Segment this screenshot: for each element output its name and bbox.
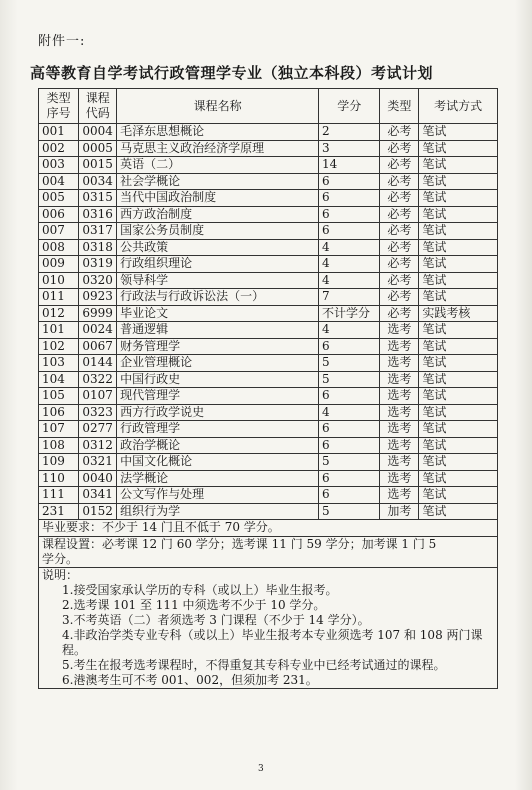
cell-method: 笔试: [419, 206, 498, 223]
header-method: 考试方式: [419, 89, 498, 124]
cell-method: 笔试: [419, 157, 498, 174]
cell-name: 国家公务员制度: [117, 223, 319, 240]
table-row: [39, 404, 498, 421]
cell-method: 笔试: [419, 503, 498, 520]
table-row: [39, 289, 498, 306]
cell-code: 6999: [79, 305, 117, 322]
header-code-line1: 课程: [85, 91, 110, 105]
cell-code: 0322: [79, 371, 117, 388]
cell-seq: 012: [39, 305, 79, 322]
cell-method: 笔试: [419, 190, 498, 207]
cell-code: 0277: [79, 421, 117, 438]
course-setup-line2: 学分。: [42, 551, 79, 566]
cell-credit: 6: [319, 173, 380, 190]
cell-name: 行政组织理论: [117, 256, 319, 273]
cell-method: 笔试: [419, 322, 498, 339]
cell-method: 笔试: [419, 388, 498, 405]
cell-type: 选考: [380, 421, 419, 438]
cell-code: 0315: [79, 190, 117, 207]
header-code: [79, 89, 117, 124]
cell-seq: 231: [39, 503, 79, 520]
course-setup-line1: 课程设置：必考课 12 门 60 学分；选考课 11 门 59 学分；加考课 1 门 5: [42, 536, 437, 551]
cell-seq: 007: [39, 223, 79, 240]
cell-seq: 110: [39, 470, 79, 487]
table-row: [39, 421, 498, 438]
cell-credit: 4: [319, 272, 380, 289]
cell-name: 现代管理学: [117, 388, 319, 405]
note-item: 2.选考课 101 至 111 中须选考不少于 10 学分。: [62, 597, 326, 612]
cell-name: 政治学概论: [117, 437, 319, 454]
cell-name: 行政法与行政诉讼法（一）: [117, 289, 319, 306]
cell-method: 笔试: [419, 404, 498, 421]
exam-plan-table: [38, 88, 498, 689]
graduation-row: [39, 520, 498, 537]
cell-seq: 104: [39, 371, 79, 388]
cell-credit: 6: [319, 190, 380, 207]
header-seq-line2: 序号: [46, 106, 71, 120]
cell-code: 0316: [79, 206, 117, 223]
notes-row: [39, 567, 498, 688]
cell-method: 笔试: [419, 140, 498, 157]
cell-credit: 6: [319, 223, 380, 240]
table-row: [39, 206, 498, 223]
cell-credit: 14: [319, 157, 380, 174]
cell-seq: 108: [39, 437, 79, 454]
cell-name: 企业管理概论: [117, 355, 319, 372]
cell-credit: 6: [319, 421, 380, 438]
cell-type: 选考: [380, 371, 419, 388]
cell-credit: 3: [319, 140, 380, 157]
cell-code: 0040: [79, 470, 117, 487]
cell-seq: 106: [39, 404, 79, 421]
cell-type: 加考: [380, 503, 419, 520]
table-row: [39, 437, 498, 454]
table-row: [39, 239, 498, 256]
cell-method: 笔试: [419, 355, 498, 372]
cell-type: 选考: [380, 338, 419, 355]
cell-seq: 101: [39, 322, 79, 339]
cell-credit: 6: [319, 470, 380, 487]
table-row: [39, 272, 498, 289]
table-row: [39, 305, 498, 322]
cell-code: 0318: [79, 239, 117, 256]
cell-seq: 004: [39, 173, 79, 190]
cell-name: 当代中国政治制度: [117, 190, 319, 207]
table-row: [39, 355, 498, 372]
cell-name: 行政管理学: [117, 421, 319, 438]
cell-seq: 005: [39, 190, 79, 207]
cell-credit: 6: [319, 206, 380, 223]
cell-code: 0923: [79, 289, 117, 306]
cell-seq: 109: [39, 454, 79, 471]
table-row: [39, 371, 498, 388]
cell-code: 0320: [79, 272, 117, 289]
cell-code: 0144: [79, 355, 117, 372]
cell-type: 选考: [380, 487, 419, 504]
table-row: [39, 503, 498, 520]
cell-type: 必考: [380, 239, 419, 256]
cell-code: 0034: [79, 173, 117, 190]
table-row: [39, 190, 498, 207]
cell-code: 0323: [79, 404, 117, 421]
cell-credit: 5: [319, 454, 380, 471]
graduation-requirement: 毕业要求：不少于 14 门且不低于 70 学分。: [39, 520, 498, 537]
cell-method: 笔试: [419, 173, 498, 190]
table-notes: [39, 520, 498, 689]
cell-code: 0341: [79, 487, 117, 504]
course-setup-row: [39, 536, 498, 567]
cell-credit: 6: [319, 338, 380, 355]
cell-credit: 2: [319, 124, 380, 141]
cell-credit: 4: [319, 322, 380, 339]
table-row: [39, 338, 498, 355]
cell-name: 西方政治制度: [117, 206, 319, 223]
cell-code: 0004: [79, 124, 117, 141]
cell-method: 笔试: [419, 256, 498, 273]
notes-label: 说明：: [42, 567, 79, 582]
cell-type: 必考: [380, 305, 419, 322]
cell-seq: 003: [39, 157, 79, 174]
cell-name: 普通逻辑: [117, 322, 319, 339]
cell-method: 笔试: [419, 470, 498, 487]
cell-method: 笔试: [419, 338, 498, 355]
cell-method: 笔试: [419, 272, 498, 289]
cell-code: 0319: [79, 256, 117, 273]
note-item: 1.接受国家承认学历的专科（或以上）毕业生报考。: [62, 582, 338, 597]
table-row: [39, 322, 498, 339]
cell-type: 必考: [380, 124, 419, 141]
cell-code: 0067: [79, 338, 117, 355]
note-item: 3.不考英语（二）者须选考 3 门课程（不少于 14 学分）。: [62, 612, 370, 627]
attachment-label: 附件一:: [38, 34, 86, 49]
cell-code: 0024: [79, 322, 117, 339]
note-item: 5.考生在报考选考课程时，不得重复其专科专业中已经考试通过的课程。: [62, 657, 446, 672]
cell-name: 法学概论: [117, 470, 319, 487]
cell-credit: 6: [319, 487, 380, 504]
table-body: [39, 124, 498, 520]
cell-code: 0005: [79, 140, 117, 157]
cell-seq: 105: [39, 388, 79, 405]
cell-type: 选考: [380, 437, 419, 454]
notes-cell: [39, 567, 498, 688]
cell-type: 选考: [380, 388, 419, 405]
cell-credit: 4: [319, 404, 380, 421]
cell-type: 必考: [380, 272, 419, 289]
cell-name: 公共政策: [117, 239, 319, 256]
cell-seq: 001: [39, 124, 79, 141]
cell-name: 公文写作与处理: [117, 487, 319, 504]
cell-code: 0321: [79, 454, 117, 471]
header-seq-line1: 类型: [46, 91, 71, 105]
cell-code: 0152: [79, 503, 117, 520]
cell-credit: 6: [319, 437, 380, 454]
table-row: [39, 140, 498, 157]
note-item: 4.非政治学类专业专科（或以上）毕业生报考本专业须选考 107 和 108 两门课程。: [62, 627, 483, 657]
cell-seq: 008: [39, 239, 79, 256]
cell-code: 0107: [79, 388, 117, 405]
cell-method: 笔试: [419, 239, 498, 256]
cell-credit: 4: [319, 256, 380, 273]
cell-credit: 5: [319, 355, 380, 372]
document-title: 高等教育自学考试行政管理学专业（独立本科段）考试计划: [30, 64, 434, 82]
page-number: 3: [258, 764, 264, 774]
cell-seq: 006: [39, 206, 79, 223]
table-row: [39, 256, 498, 273]
cell-seq: 010: [39, 272, 79, 289]
cell-name: 马克思主义政治经济学原理: [117, 140, 319, 157]
cell-type: 选考: [380, 355, 419, 372]
header-name: 课程名称: [117, 89, 319, 124]
cell-seq: 011: [39, 289, 79, 306]
cell-seq: 002: [39, 140, 79, 157]
table-row: [39, 487, 498, 504]
cell-type: 选考: [380, 470, 419, 487]
table-row: [39, 454, 498, 471]
table-row: [39, 173, 498, 190]
cell-seq: 009: [39, 256, 79, 273]
cell-name: 财务管理学: [117, 338, 319, 355]
cell-name: 中国行政史: [117, 371, 319, 388]
table-header-row: [39, 89, 498, 124]
cell-name: 毛泽东思想概论: [117, 124, 319, 141]
cell-method: 实践考核: [419, 305, 498, 322]
cell-name: 领导科学: [117, 272, 319, 289]
table-row: [39, 124, 498, 141]
cell-method: 笔试: [419, 124, 498, 141]
cell-method: 笔试: [419, 421, 498, 438]
header-code-line2: 代码: [85, 106, 110, 120]
cell-type: 必考: [380, 256, 419, 273]
cell-code: 0312: [79, 437, 117, 454]
cell-seq: 103: [39, 355, 79, 372]
cell-code: 0015: [79, 157, 117, 174]
cell-type: 必考: [380, 289, 419, 306]
cell-name: 社会学概论: [117, 173, 319, 190]
note-item: 6.港澳考生可不考 001、002，但须加考 231。: [62, 672, 318, 687]
table-row: [39, 388, 498, 405]
cell-name: 西方行政学说史: [117, 404, 319, 421]
table-row: [39, 470, 498, 487]
cell-type: 选考: [380, 454, 419, 471]
cell-code: 0317: [79, 223, 117, 240]
cell-method: 笔试: [419, 289, 498, 306]
cell-type: 必考: [380, 157, 419, 174]
cell-type: 必考: [380, 223, 419, 240]
cell-type: 必考: [380, 140, 419, 157]
cell-method: 笔试: [419, 454, 498, 471]
cell-method: 笔试: [419, 487, 498, 504]
header-seq: [39, 89, 79, 124]
cell-type: 必考: [380, 206, 419, 223]
cell-seq: 111: [39, 487, 79, 504]
cell-name: 英语（二）: [117, 157, 319, 174]
cell-method: 笔试: [419, 223, 498, 240]
cell-seq: 102: [39, 338, 79, 355]
cell-credit: 4: [319, 239, 380, 256]
cell-type: 选考: [380, 404, 419, 421]
cell-name: 中国文化概论: [117, 454, 319, 471]
cell-seq: 107: [39, 421, 79, 438]
table-row: [39, 223, 498, 240]
cell-type: 必考: [380, 190, 419, 207]
header-credit: 学分: [319, 89, 380, 124]
cell-name: 组织行为学: [117, 503, 319, 520]
cell-method: 笔试: [419, 437, 498, 454]
table-row: [39, 157, 498, 174]
cell-credit: 7: [319, 289, 380, 306]
cell-credit: 不计学分: [319, 305, 380, 322]
cell-type: 选考: [380, 322, 419, 339]
cell-method: 笔试: [419, 371, 498, 388]
header-type: 类型: [380, 89, 419, 124]
cell-credit: 5: [319, 371, 380, 388]
course-setup-cell: [39, 536, 498, 567]
cell-credit: 5: [319, 503, 380, 520]
cell-credit: 6: [319, 388, 380, 405]
cell-type: 必考: [380, 173, 419, 190]
cell-name: 毕业论文: [117, 305, 319, 322]
